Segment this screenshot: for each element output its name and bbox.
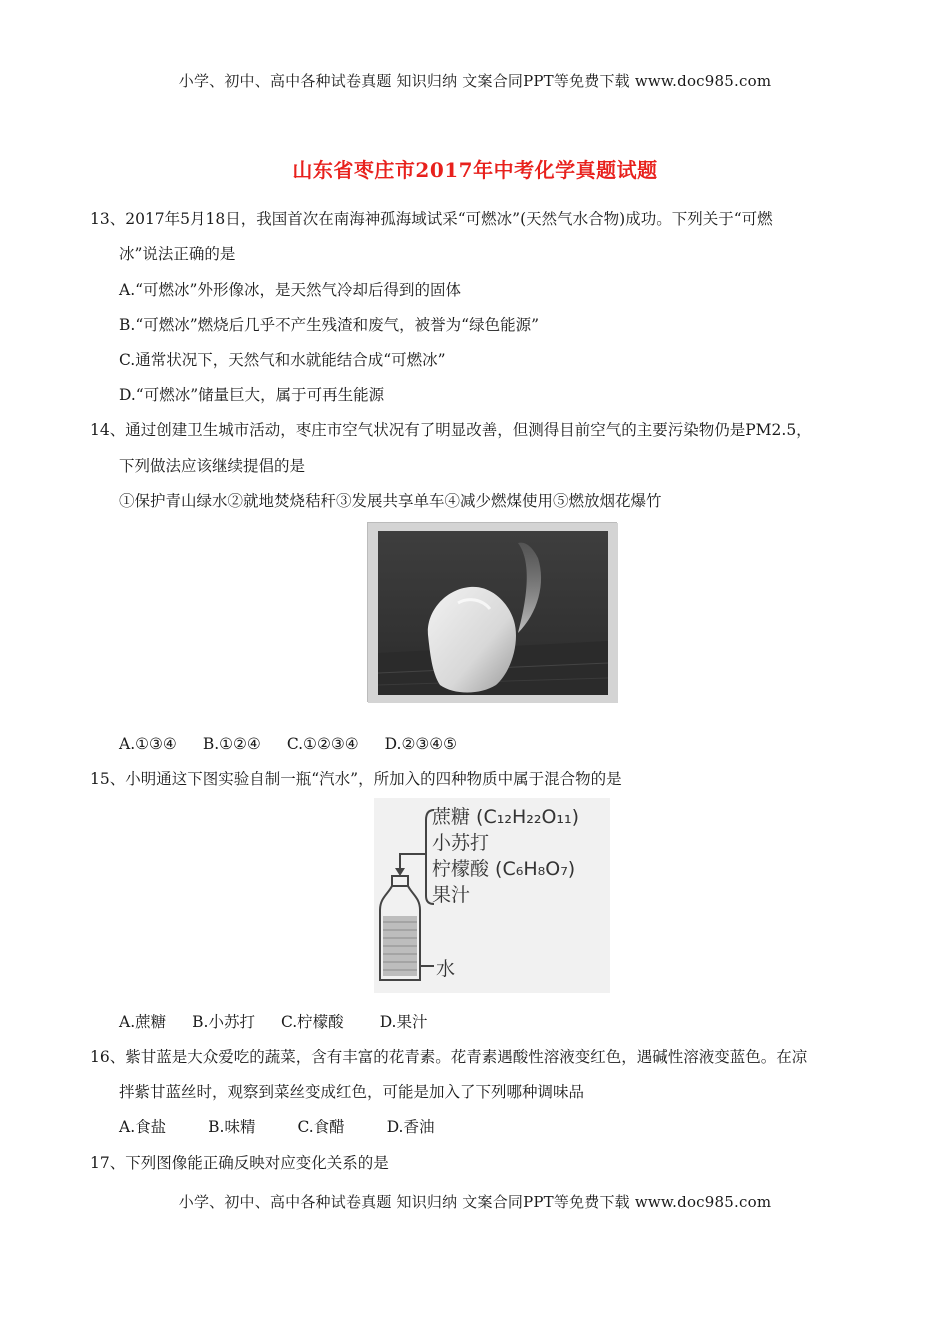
q16-option-d: D.香油 — [386, 1118, 435, 1136]
q15-option-b: B.小苏打 — [192, 1013, 255, 1031]
q14-options — [119, 734, 457, 754]
q13-option-b: B.“可燃冰”燃烧后几乎不产生残渣和废气，被誉为“绿色能源” — [119, 316, 540, 334]
page-footer: 小学、初中、高中各种试卷真题 知识归纳 文案合同PPT等免费下载 www.doc985.com — [178, 1193, 772, 1211]
diagram-item-water: 水 — [436, 958, 456, 980]
q14-stem-line2: 下列做法应该继续提倡的是 — [119, 457, 306, 475]
q13-stem-line2: 冰”说法正确的是 — [119, 245, 236, 263]
q16-stem-line2: 拌紫甘蓝丝时，观察到菜丝变成红色，可能是加入了下列哪种调味品 — [119, 1083, 585, 1101]
q15-option-d: D.果汁 — [379, 1013, 428, 1031]
q13-option-a: A.“可燃冰”外形像冰，是天然气冷却后得到的固体 — [119, 281, 461, 299]
q15-stem-line1: 15、小明通这下图实验自制一瓶“汽水”，所加入的四种物质中属于混合物的是 — [90, 770, 622, 788]
q14-option-b: B.①②④ — [202, 735, 261, 753]
soda-experiment-diagram — [374, 798, 610, 993]
q14-option-c: C.①②③④ — [286, 735, 359, 753]
q15-options — [119, 1012, 428, 1032]
q16-stem-line1: 16、紫甘蓝是大众爱吃的蔬菜，含有丰富的花青素。花青素遇酸性溶液变红色，遇碱性溶液变蓝色。在凉 — [90, 1048, 808, 1066]
q15-option-c: C.柠檬酸 — [280, 1013, 344, 1031]
diagram-item-baking-soda: 小苏打 — [432, 832, 490, 854]
q14-stem-line3: ①保护青山绿水②就地焚烧秸秆③发展共享单车④减少燃煤使用⑤燃放烟花爆竹 — [119, 492, 662, 510]
q16-option-c: C.食醋 — [297, 1118, 345, 1136]
q14-option-d: D.②③④⑤ — [384, 735, 458, 753]
q13-option-c: C.通常状况下，天然气和水就能结合成“可燃冰” — [119, 351, 446, 369]
q13-option-d: D.“可燃冰”储量巨大，属于可再生能源 — [119, 386, 385, 404]
q17-stem-line1: 17、下列图像能正确反映对应变化关系的是 — [90, 1154, 389, 1172]
combustible-ice-photo — [367, 522, 617, 702]
q16-option-b: B.味精 — [208, 1118, 256, 1136]
q14-stem-line1: 14、通过创建卫生城市活动，枣庄市空气状况有了明显改善，但测得目前空气的主要污染物仍是PM2.5， — [90, 421, 812, 439]
q16-options — [119, 1117, 435, 1137]
diagram-item-citric-acid: 柠檬酸 (C₆H₈O₇) — [432, 858, 576, 880]
page-title: 山东省枣庄市2017年中考化学真题试题 — [292, 158, 658, 182]
q15-option-a: A.蔗糖 — [119, 1013, 167, 1031]
page-header: 小学、初中、高中各种试卷真题 知识归纳 文案合同PPT等免费下载 www.doc985.com — [178, 72, 772, 90]
diagram-item-sucrose: 蔗糖 (C₁₂H₂₂O₁₁) — [432, 806, 580, 828]
q16-option-a: A.食盐 — [119, 1118, 167, 1136]
diagram-item-juice: 果汁 — [432, 884, 471, 906]
q13-stem-line1: 13、2017年5月18日，我国首次在南海神孤海域试采“可燃冰”(天然气水合物)成功。下列关于“可燃 — [90, 210, 773, 228]
q14-option-a: A.①③④ — [119, 735, 177, 753]
